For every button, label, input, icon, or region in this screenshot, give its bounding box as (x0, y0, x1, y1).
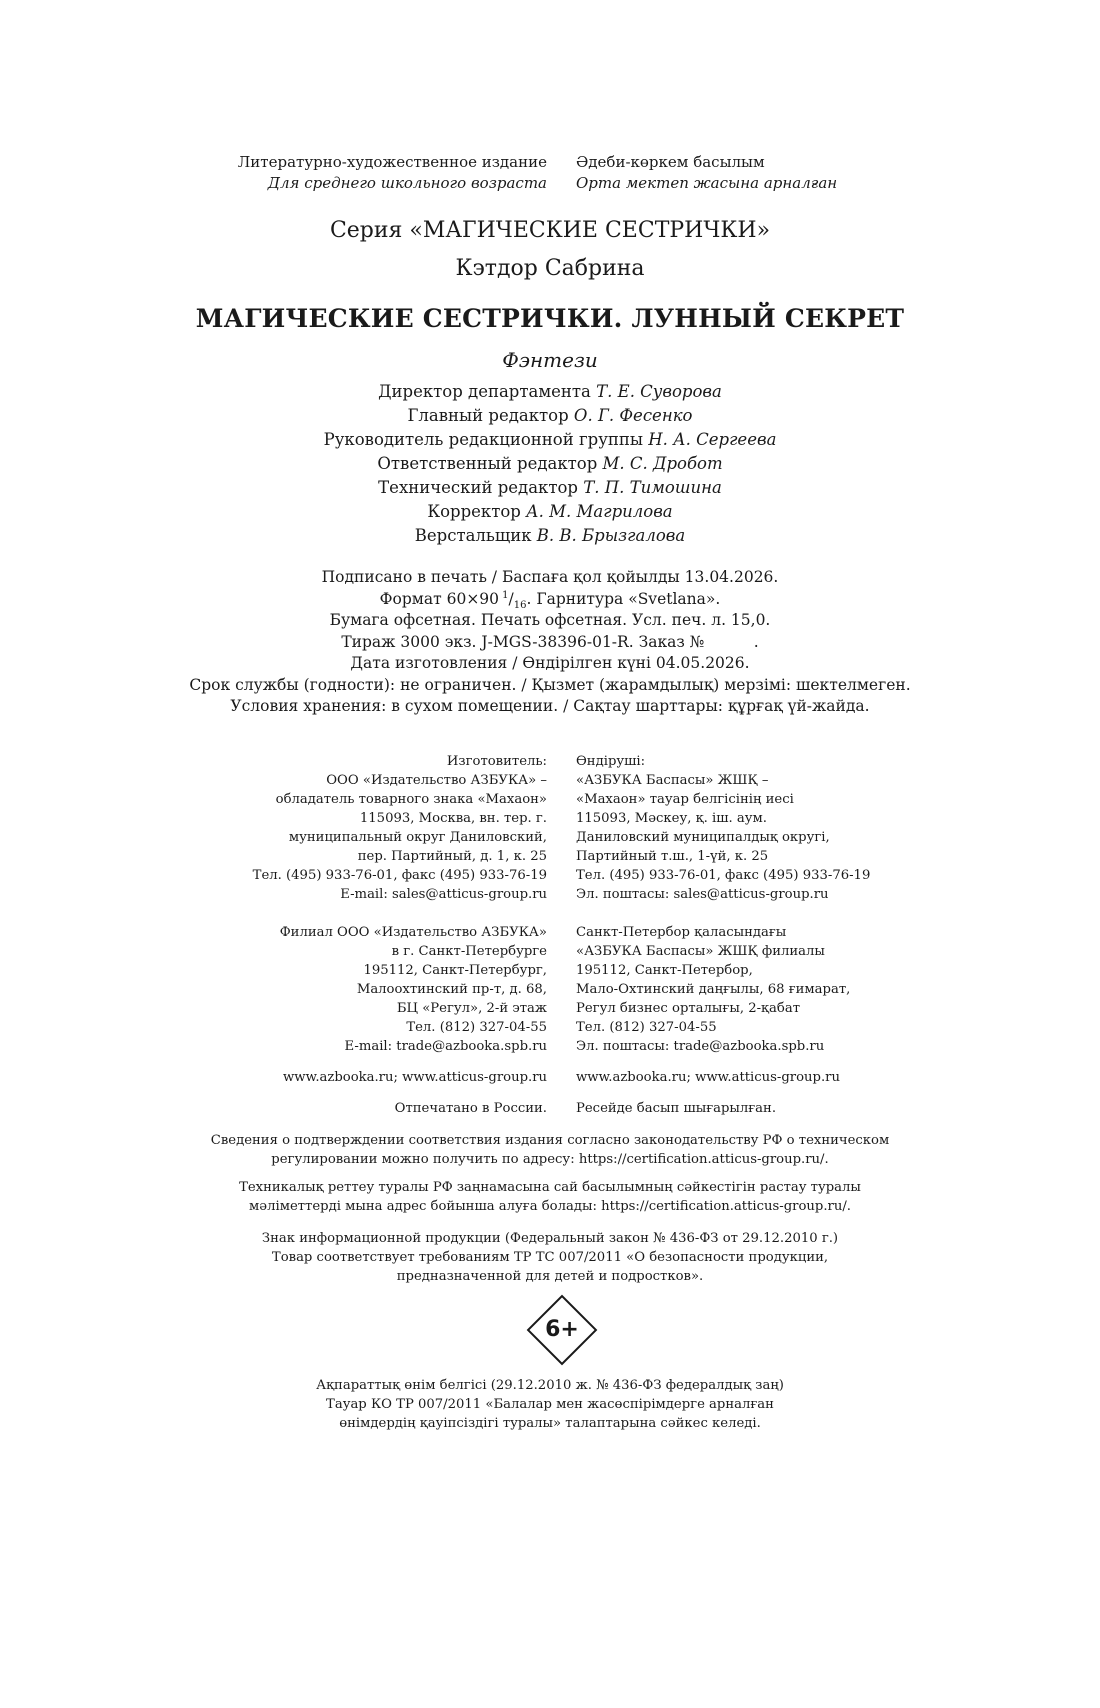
pub-line: 195112, Санкт-Петербург, (363, 963, 547, 978)
imprint-service: Срок службы (годности): не ограничен. / Қызмет (жарамдылық) мерзімі: шектелмеген. (189, 675, 911, 694)
age-rating-badge (524, 1292, 600, 1368)
notice-line: Знак информационной продукции (Федеральный закон № 436-ФЗ от 29.12.2010 г.) (261, 1231, 839, 1246)
imprint-signed: Подписано в печать / Баспаға қол қойылды 13.04.2026. (321, 568, 779, 586)
pub-line: БЦ «Регул», 2-й этаж (396, 1001, 547, 1016)
pub-printed: Ресейде басып шығарылған. (576, 1101, 777, 1116)
pub-line: 115093, Мәскеу, қ. іш. аум. (576, 811, 767, 826)
notice-line: мәліметтерді мына адрес бойынша алуға болады: https://certification.atticus-group.ru/. (249, 1199, 851, 1214)
imprint-date: Дата изготовления / Өндірілген күні 04.05.2026. (350, 654, 750, 672)
pub-line: Тел. (812) 327-04-55 (406, 1020, 547, 1035)
header-left (238, 152, 547, 194)
pub-line: Санкт-Петербор қаласындағы (576, 925, 787, 940)
pub-line: E-mail: trade@azbooka.spb.ru (344, 1039, 547, 1054)
pub-printed: Отпечатано в России. (394, 1101, 547, 1116)
pub-line: Изготовитель: (446, 754, 547, 769)
staff-line: Главный редактор О. Г. Фесенко (407, 406, 693, 425)
header-left-line: Для среднего школьного возраста (267, 174, 547, 192)
staff-line: Ответственный редактор М. С. Дробот (377, 454, 723, 473)
imprint-format: Формат 60×90 $^1/_{16}$. Гарнитура «Svetlana». (379, 589, 721, 611)
notice-line: Сведения о подтверждении соответствия издания согласно законодательству РФ о техническом (210, 1133, 890, 1148)
imprint-storage: Условия хранения: в сухом помещении. / Сақтау шарттары: құрғақ үй-жайда. (230, 697, 870, 715)
pub-line: Филиал ООО «Издательство АЗБУКА» (279, 925, 547, 940)
pub-line: Эл. поштасы: trade@azbooka.spb.ru (576, 1039, 825, 1054)
notice-line: Тауар КО ТР 007/2011 «Балалар мен жасөспірімдерге арналған (326, 1397, 774, 1412)
imprint-run: Тираж 3000 экз. J-MGS-38396-01-R. Заказ № . (341, 632, 759, 651)
pub-line: Тел. (495) 933-76-01, факс (495) 933-76-19 (252, 868, 547, 883)
pub-line: Тел. (495) 933-76-01, факс (495) 933-76-19 (576, 868, 871, 883)
header-right (576, 152, 837, 194)
staff-line: Директор департамента Т. Е. Суворова (378, 382, 722, 401)
staff-line: Руководитель редакционной группы Н. А. Сергеева (323, 430, 777, 449)
header-left-line: Литературно-художественное издание (237, 153, 547, 171)
pub-line: Мало-Охтинский даңғылы, 68 ғимарат, (576, 982, 851, 997)
pub-line: Регул бизнес орталығы, 2-қабат (576, 1001, 801, 1016)
staff-list (0, 380, 1100, 548)
certification-kz (0, 1178, 1100, 1216)
pub-line: Өндіруші: (576, 754, 646, 769)
pub-line: E-mail: sales@atticus-group.ru (340, 887, 547, 902)
pub-web: www.azbooka.ru; www.atticus-group.ru (283, 1070, 547, 1085)
pub-line: Эл. поштасы: sales@atticus-group.ru (576, 887, 829, 902)
notice-line: регулировании можно получить по адресу: https://certification.atticus-group.ru/. (271, 1152, 829, 1167)
publisher-ru (253, 752, 547, 1118)
info-product-kz (0, 1376, 1100, 1433)
publisher-kz (576, 752, 870, 1118)
genre: Фэнтези (502, 348, 598, 372)
pub-line: 115093, Москва, вн. тер. г. (359, 811, 547, 826)
header-right-line: Әдеби-көркем басылым (576, 153, 765, 171)
info-product-ru (0, 1229, 1100, 1286)
notice-line: предназначенной для детей и подростков». (396, 1269, 704, 1284)
notice-line: Товар соответствует требованиям ТР ТС 007/2011 «О безопасности продукции, (271, 1250, 829, 1265)
pub-web: www.azbooka.ru; www.atticus-group.ru (576, 1070, 840, 1085)
pub-line: «Махаон» тауар белгісінің иесі (576, 792, 794, 807)
pub-line: обладатель товарного знака «Махаон» (275, 792, 547, 807)
imprint-data (0, 567, 1100, 718)
pub-line: Даниловский муниципалдық округі, (576, 830, 830, 845)
staff-line: Технический редактор Т. П. Тимошина (378, 478, 722, 497)
pub-line: пер. Партийный, д. 1, к. 25 (357, 849, 547, 864)
staff-line: Верстальщик В. В. Брызгалова (414, 526, 686, 545)
author-name: Кэтдор Сабрина (455, 256, 645, 281)
age-rating-text: 6+ (545, 1317, 579, 1342)
imprint-paper: Бумага офсетная. Печать офсетная. Усл. печ. л. 15,0. (329, 611, 771, 629)
certification-ru (0, 1131, 1100, 1169)
pub-line: муниципальный округ Даниловский, (288, 830, 547, 845)
pub-line: Малоохтинский пр-т, д. 68, (356, 982, 547, 997)
pub-line: Тел. (812) 327-04-55 (576, 1020, 717, 1035)
series-title: Серия «МАГИЧЕСКИЕ СЕСТРИЧКИ» (329, 218, 771, 243)
pub-line: ООО «Издательство АЗБУКА» – (326, 773, 547, 788)
notice-line: өнімдердің қауіпсіздігі туралы» талаптарына сәйкес келеді. (339, 1416, 761, 1431)
notice-line: Ақпараттық өнім белгісі (29.12.2010 ж. № 436-ФЗ федералдық заң) (316, 1378, 784, 1393)
pub-line: в г. Санкт-Петербурге (391, 944, 547, 959)
pub-line: «АЗБУКА Баспасы» ЖШҚ – (576, 773, 769, 788)
header-right-line: Орта мектеп жасына арналған (576, 174, 838, 192)
notice-line: Техникалық реттеу туралы РФ заңнамасына сай басылымның сәйкестігін растау туралы (239, 1180, 861, 1195)
staff-line: Корректор А. М. Магрилова (427, 502, 673, 521)
book-title: МАГИЧЕСКИЕ СЕСТРИЧКИ. ЛУННЫЙ СЕКРЕТ (195, 304, 905, 333)
pub-line: 195112, Санкт-Петербор, (576, 963, 753, 978)
pub-line: «АЗБУКА Баспасы» ЖШҚ филиалы (576, 944, 825, 959)
pub-line: Партийный т.ш., 1-үй, к. 25 (576, 849, 769, 864)
